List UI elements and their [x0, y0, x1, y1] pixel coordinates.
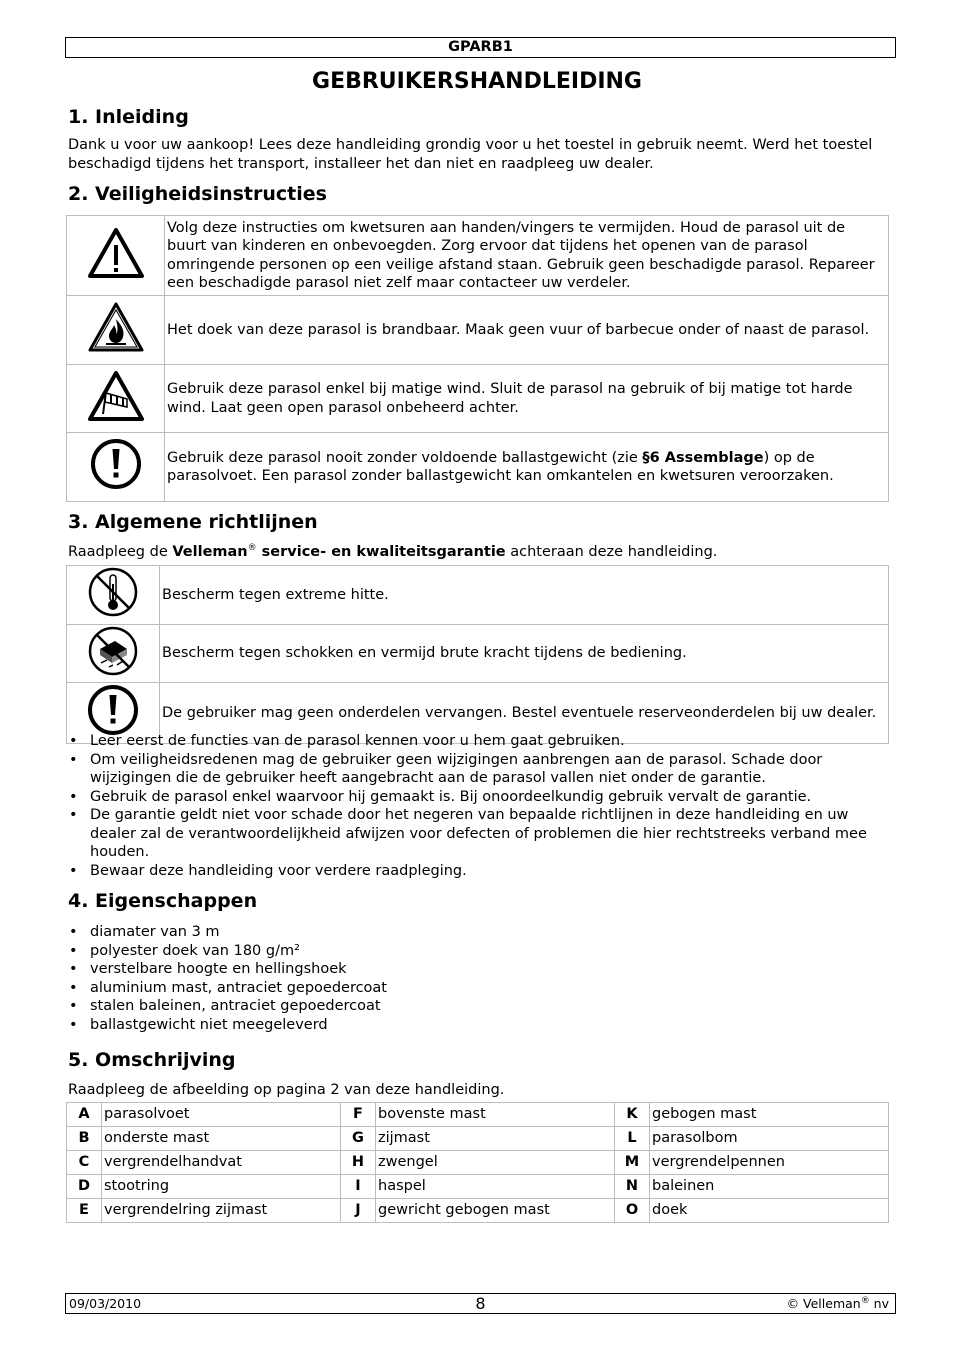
page-number: 8: [475, 1294, 486, 1313]
part-name: baleinen: [650, 1175, 889, 1199]
safety-row: [67, 216, 889, 296]
guideline-text: Bescherm tegen extreme hitte.: [160, 566, 889, 625]
part-name: onderste mast: [102, 1127, 341, 1151]
list-item: • polyester doek van 180 g/m²: [68, 942, 890, 961]
flammable-icon: [87, 301, 145, 353]
registered-mark: ®: [860, 1295, 870, 1306]
part-name: bovenste mast: [376, 1103, 615, 1127]
intro-text: achteraan deze handleiding.: [505, 544, 718, 560]
safety-icon-cell: [67, 216, 165, 296]
table-row: [67, 1151, 889, 1175]
guidelines-list: [68, 732, 890, 880]
part-key: M: [615, 1151, 650, 1175]
guideline-row: [67, 624, 889, 683]
part-key: A: [67, 1103, 102, 1127]
table-row: [67, 1175, 889, 1199]
safety-text-part: Gebruik deze parasol nooit zonder voldoende ballastgewicht (zie: [167, 449, 643, 466]
list-item: • Bewaar deze handleiding voor verdere raadpleging.: [68, 862, 890, 881]
part-key: C: [67, 1151, 102, 1175]
section-2-heading: 2. Veiligheidsinstructies: [68, 183, 327, 205]
footer-date: 09/03/2010: [69, 1296, 142, 1311]
brand-name: Velleman: [172, 544, 248, 560]
warranty-name: service- en kwaliteitsgarantie: [256, 544, 506, 560]
table-row: [67, 1199, 889, 1223]
part-name: haspel: [376, 1175, 615, 1199]
part-key: G: [341, 1127, 376, 1151]
section-5-intro: Raadpleeg de afbeelding op pagina 2 van deze handleiding.: [68, 1082, 505, 1098]
guideline-text: De gebruiker mag geen onderdelen vervangen. Bestel eventuele reserveonderdelen bij uw dealer.: [160, 683, 889, 744]
part-key: B: [67, 1127, 102, 1151]
part-key: J: [341, 1199, 376, 1223]
part-name: vergrendelpennen: [650, 1151, 889, 1175]
list-item: • aluminium mast, antraciet gepoedercoat: [68, 979, 890, 998]
safety-text: Volg deze instructies om kwetsuren aan handen/vingers te vermijden. Houd de parasol uit de buurt van kinderen en onbevoegden. Zorg ervoor dat tijdens het openen van de parasol omringende personen op een veilige afstand staan. Gebruik geen beschadigde parasol. Repareer een beschadigde parasol niet zelf maar contacteer uw verdeler.: [165, 216, 889, 296]
part-name: doek: [650, 1199, 889, 1223]
safety-row: [67, 365, 889, 433]
part-key: I: [341, 1175, 376, 1199]
list-item: • ballastgewicht niet meegeleverd: [68, 1016, 890, 1035]
part-name: vergrendelhandvat: [102, 1151, 341, 1175]
safety-text: [165, 433, 889, 502]
part-key: F: [341, 1103, 376, 1127]
list-item: • Leer eerst de functies van de parasol kennen voor u hem gaat gebruiken.: [68, 732, 890, 751]
part-name: parasolbom: [650, 1127, 889, 1151]
part-key: L: [615, 1127, 650, 1151]
part-key: O: [615, 1199, 650, 1223]
list-item: • De garantie geldt niet voor schade door het negeren van bepaalde richtlijnen in deze handleiding en uw dealer zal de verantwoordelijkheid afwijzen voor defecten of problemen die hier rechtstreeks verband mee houden.: [68, 806, 890, 862]
intro-text: Raadpleeg de: [68, 544, 173, 560]
part-name: zwengel: [376, 1151, 615, 1175]
part-key: E: [67, 1199, 102, 1223]
part-key: D: [67, 1175, 102, 1199]
safety-text-part: ) op de parasolvoet. Een parasol zonder ballastgewicht kan omkantelen en kwetsuren veroorzaken.: [167, 449, 834, 484]
features-list: [68, 923, 890, 1034]
table-row: [67, 1103, 889, 1127]
section-3-heading: 3. Algemene richtlijnen: [68, 511, 318, 533]
safety-icon-cell: [67, 365, 165, 433]
footer: [65, 1293, 896, 1314]
safety-icon-cell: [67, 296, 165, 365]
part-name: zijmast: [376, 1127, 615, 1151]
table-row: [67, 1127, 889, 1151]
section-1-text: Dank u voor uw aankoop! Lees deze handleiding grondig voor u het toestel in gebruik neemt. Werd het toestel beschadigd tijdens het transport, installeer het dan niet en raadpleeg uw dealer.: [68, 137, 873, 172]
guideline-row: [67, 566, 889, 625]
guideline-icon-cell: [67, 566, 160, 625]
part-name: stootring: [102, 1175, 341, 1199]
part-name: gebogen mast: [650, 1103, 889, 1127]
wind-warning-icon: [87, 370, 145, 422]
section-reference: §6 Assemblage: [642, 449, 764, 466]
list-item: • diamater van 3 m: [68, 923, 890, 942]
page-title: GEBRUIKERSHANDLEIDING: [312, 69, 642, 94]
safety-text: Gebruik deze parasol enkel bij matige wind. Sluit de parasol na gebruik of bij matige tot harde wind. Laat geen open parasol onbeheerd achter.: [165, 365, 889, 433]
list-item: • Gebruik de parasol enkel waarvoor hij gemaakt is. Bij onoordeelkundig gebruik vervalt de garantie.: [68, 788, 890, 807]
guideline-text: Bescherm tegen schokken en vermijd brute kracht tijdens de bediening.: [160, 624, 889, 683]
safety-row: [67, 433, 889, 502]
registered-mark: ®: [247, 543, 257, 554]
part-name: parasolvoet: [102, 1103, 341, 1127]
section-4-heading: 4. Eigenschappen: [68, 890, 258, 912]
part-key: H: [341, 1151, 376, 1175]
exclamation-circle-icon: [89, 437, 143, 491]
exclamation-circle-icon: [86, 683, 140, 737]
safety-text: Het doek van deze parasol is brandbaar. Maak geen vuur of barbecue onder of naast de parasol.: [165, 296, 889, 365]
header-model: GPARB1: [65, 37, 896, 58]
part-name: vergrendelring zijmast: [102, 1199, 341, 1223]
safety-table: [66, 215, 889, 502]
section-1-heading: 1. Inleiding: [68, 106, 189, 128]
footer-copyright: [787, 1294, 889, 1313]
copyright-text: © Velleman: [786, 1296, 861, 1311]
guideline-icon-cell: [67, 624, 160, 683]
list-item: • stalen baleinen, antraciet gepoedercoat: [68, 997, 890, 1016]
company-suffix: nv: [869, 1296, 889, 1311]
section-3-intro: [68, 543, 888, 562]
list-item: • Om veiligheidsredenen mag de gebruiker geen wijzigingen aanbrengen aan de parasol. Schade door wijzigingen die de gebruiker heeft aangebracht aan de parasol vallen niet onder de garantie.: [68, 751, 890, 788]
guidelines-table: [66, 565, 889, 744]
list-item: • verstelbare hoogte en hellingshoek: [68, 960, 890, 979]
safety-row: [67, 296, 889, 365]
part-name: gewricht gebogen mast: [376, 1199, 615, 1223]
warning-triangle-icon: [86, 226, 146, 280]
part-key: K: [615, 1103, 650, 1127]
part-key: N: [615, 1175, 650, 1199]
no-shock-icon: [87, 625, 139, 677]
safety-icon-cell: [67, 433, 165, 502]
section-5-heading: 5. Omschrijving: [68, 1049, 236, 1071]
parts-table: [66, 1102, 889, 1223]
no-heat-icon: [87, 566, 139, 618]
